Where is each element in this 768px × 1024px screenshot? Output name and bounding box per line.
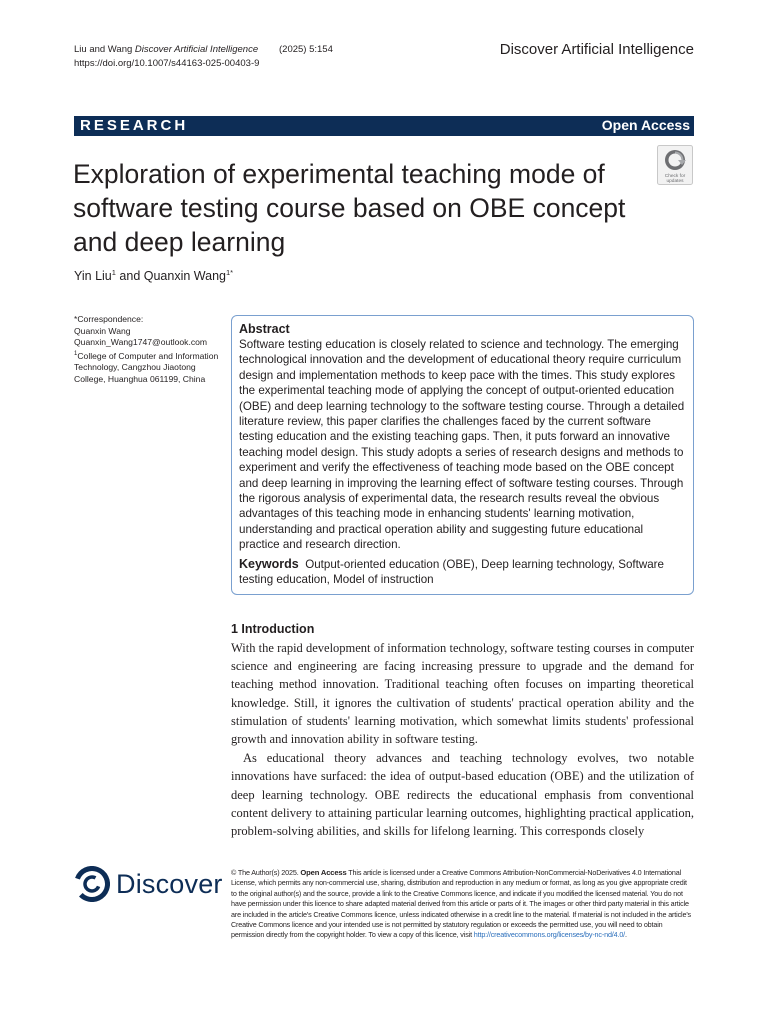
header-volume: (2025) 5:154 — [279, 44, 333, 55]
author-affiliation-mark: 1 — [111, 268, 116, 277]
paragraph: As educational theory advances and teaching technology evolves, two notable innovations have surfaced: the idea of output-based education (OBE) and the utilization of deep learning technology. OBE redirects the educational emphasis from conventional content delivery to attaining particular learning outcomes, highlighting practical application, problem-solving abilities, and skills for lifelong learning. This corresponds closely — [231, 751, 694, 839]
svg-text:updates: updates — [666, 179, 684, 184]
introduction-body — [231, 639, 694, 840]
license-copyright: © The Author(s) 2025. — [231, 868, 301, 877]
affiliation — [74, 349, 224, 386]
affiliation-text: College of Computer and Information Technology, Cangzhou Jiaotong College, Huanghua 061199, China — [74, 350, 219, 384]
open-access-label: Open Access — [601, 117, 690, 133]
keywords-line — [239, 557, 686, 588]
discover-logo-icon — [74, 866, 110, 902]
header-authors: Liu and Wang — [74, 44, 133, 55]
header-journal: Discover Artificial Intelligence — [134, 44, 259, 55]
section-heading: 1 Introduction — [231, 622, 315, 636]
publisher-logo — [74, 866, 223, 902]
paragraph: With the rapid development of information technology, software testing courses in computer science and engineering are facing increasing pressure to upgrade and the demand for teaching method innovation. Traditional teaching often focuses on imparting theoretical knowledge. Still, it ignores the cultivation of students' practical operation ability and the stimulation of students' learning motivation, which somewhat limits students' professional growth and innovation ability in software testing. — [231, 641, 694, 747]
license-notice — [231, 868, 694, 941]
license-open-access: Open Access — [300, 868, 347, 877]
author-name[interactable]: Quanxin Wang — [143, 269, 226, 284]
correspondence-label: *Correspondence: — [74, 314, 144, 324]
correspondence-email[interactable]: Quanxin_Wang1747@outlook.com — [74, 337, 208, 348]
journal-name: Discover Artificial Intelligence — [499, 41, 694, 58]
publisher-logo-text: Discover — [116, 868, 223, 899]
running-header — [74, 43, 333, 71]
affiliation-mark: 1 — [74, 350, 78, 357]
check-for-updates-icon[interactable] — [657, 145, 693, 185]
article-type-label: RESEARCH — [80, 117, 189, 134]
abstract-heading: Abstract — [239, 322, 290, 336]
license-text: This article is licensed under a Creative Commons Attribution-NonCommercial-NoDerivatives 4.0 International License, which permits any non-commercial use, sharing, distribution and reproduction in any medium or format, as long as you give appropriate credit to the original author(s) and the source, provide a link to the Creative Commons licence, and indicate if you modified the licensed material. You do not have permission under this licence to share adapted material derived from this article or parts of it. The images or other third party material in this article are included in the article's Creative Commons licence, unless indicated otherwise in a credit line to the material. If material is not included in the article's Creative Commons licence and your intended use is not permitted by statutory regulation or exceeds the permitted use, you will need to obtain permission directly from the copyright holder. To view a copy of this licence, visit — [231, 868, 691, 940]
svg-text:Check for: Check for — [664, 174, 686, 179]
license-end: . — [625, 930, 627, 940]
article-title: Exploration of experimental teaching mode of software testing course based on OBE concept and deep learning — [73, 159, 626, 257]
keywords-label: Keywords — [239, 556, 299, 571]
correspondence-block — [74, 314, 224, 385]
author-affiliation-mark: 1* — [225, 268, 234, 277]
author-separator: and — [115, 269, 144, 284]
license-link[interactable]: http://creativecommons.org/licenses/by-nc-nd/4.0/ — [473, 930, 626, 940]
correspondence-name: Quanxin Wang — [74, 325, 131, 336]
author-name[interactable]: Yin Liu — [74, 269, 112, 284]
author-list — [74, 268, 233, 283]
abstract-box — [231, 315, 694, 595]
section-banner — [74, 116, 694, 136]
abstract-text: Software testing education is closely related to science and technology. The emerging technological innovation and the development of educational theory require curriculum design and implementation methods to keep pace with the times. This study explores the experimental teaching mode of applying the concept of output-oriented education (OBE) and deep learning technology to the software testing course. Through a detailed literature review, this paper clarifies the challenges faced by the current software testing education and the existing teaching gaps. Then, it puts forward an innovative teaching model design. This study adopts a series of research designs and methods to experiment and verify the effectiveness of teaching mode based on the OBE concept and deep learning in improving the learning effect of software testing courses. Through the rigorous analysis of experimental data, the research results reveal the obvious advantages of this teaching mode in enhancing students' learning motivation, understanding and practical operation ability and suggesting future educational practice and research direction. — [239, 338, 685, 552]
keywords-list: Output-oriented education (OBE), Deep learning technology, Software testing education, Model of instruction — [239, 557, 664, 587]
citation-line — [74, 43, 333, 57]
doi-link[interactable]: https://doi.org/10.1007/s44163-025-00403-9 — [74, 58, 260, 69]
